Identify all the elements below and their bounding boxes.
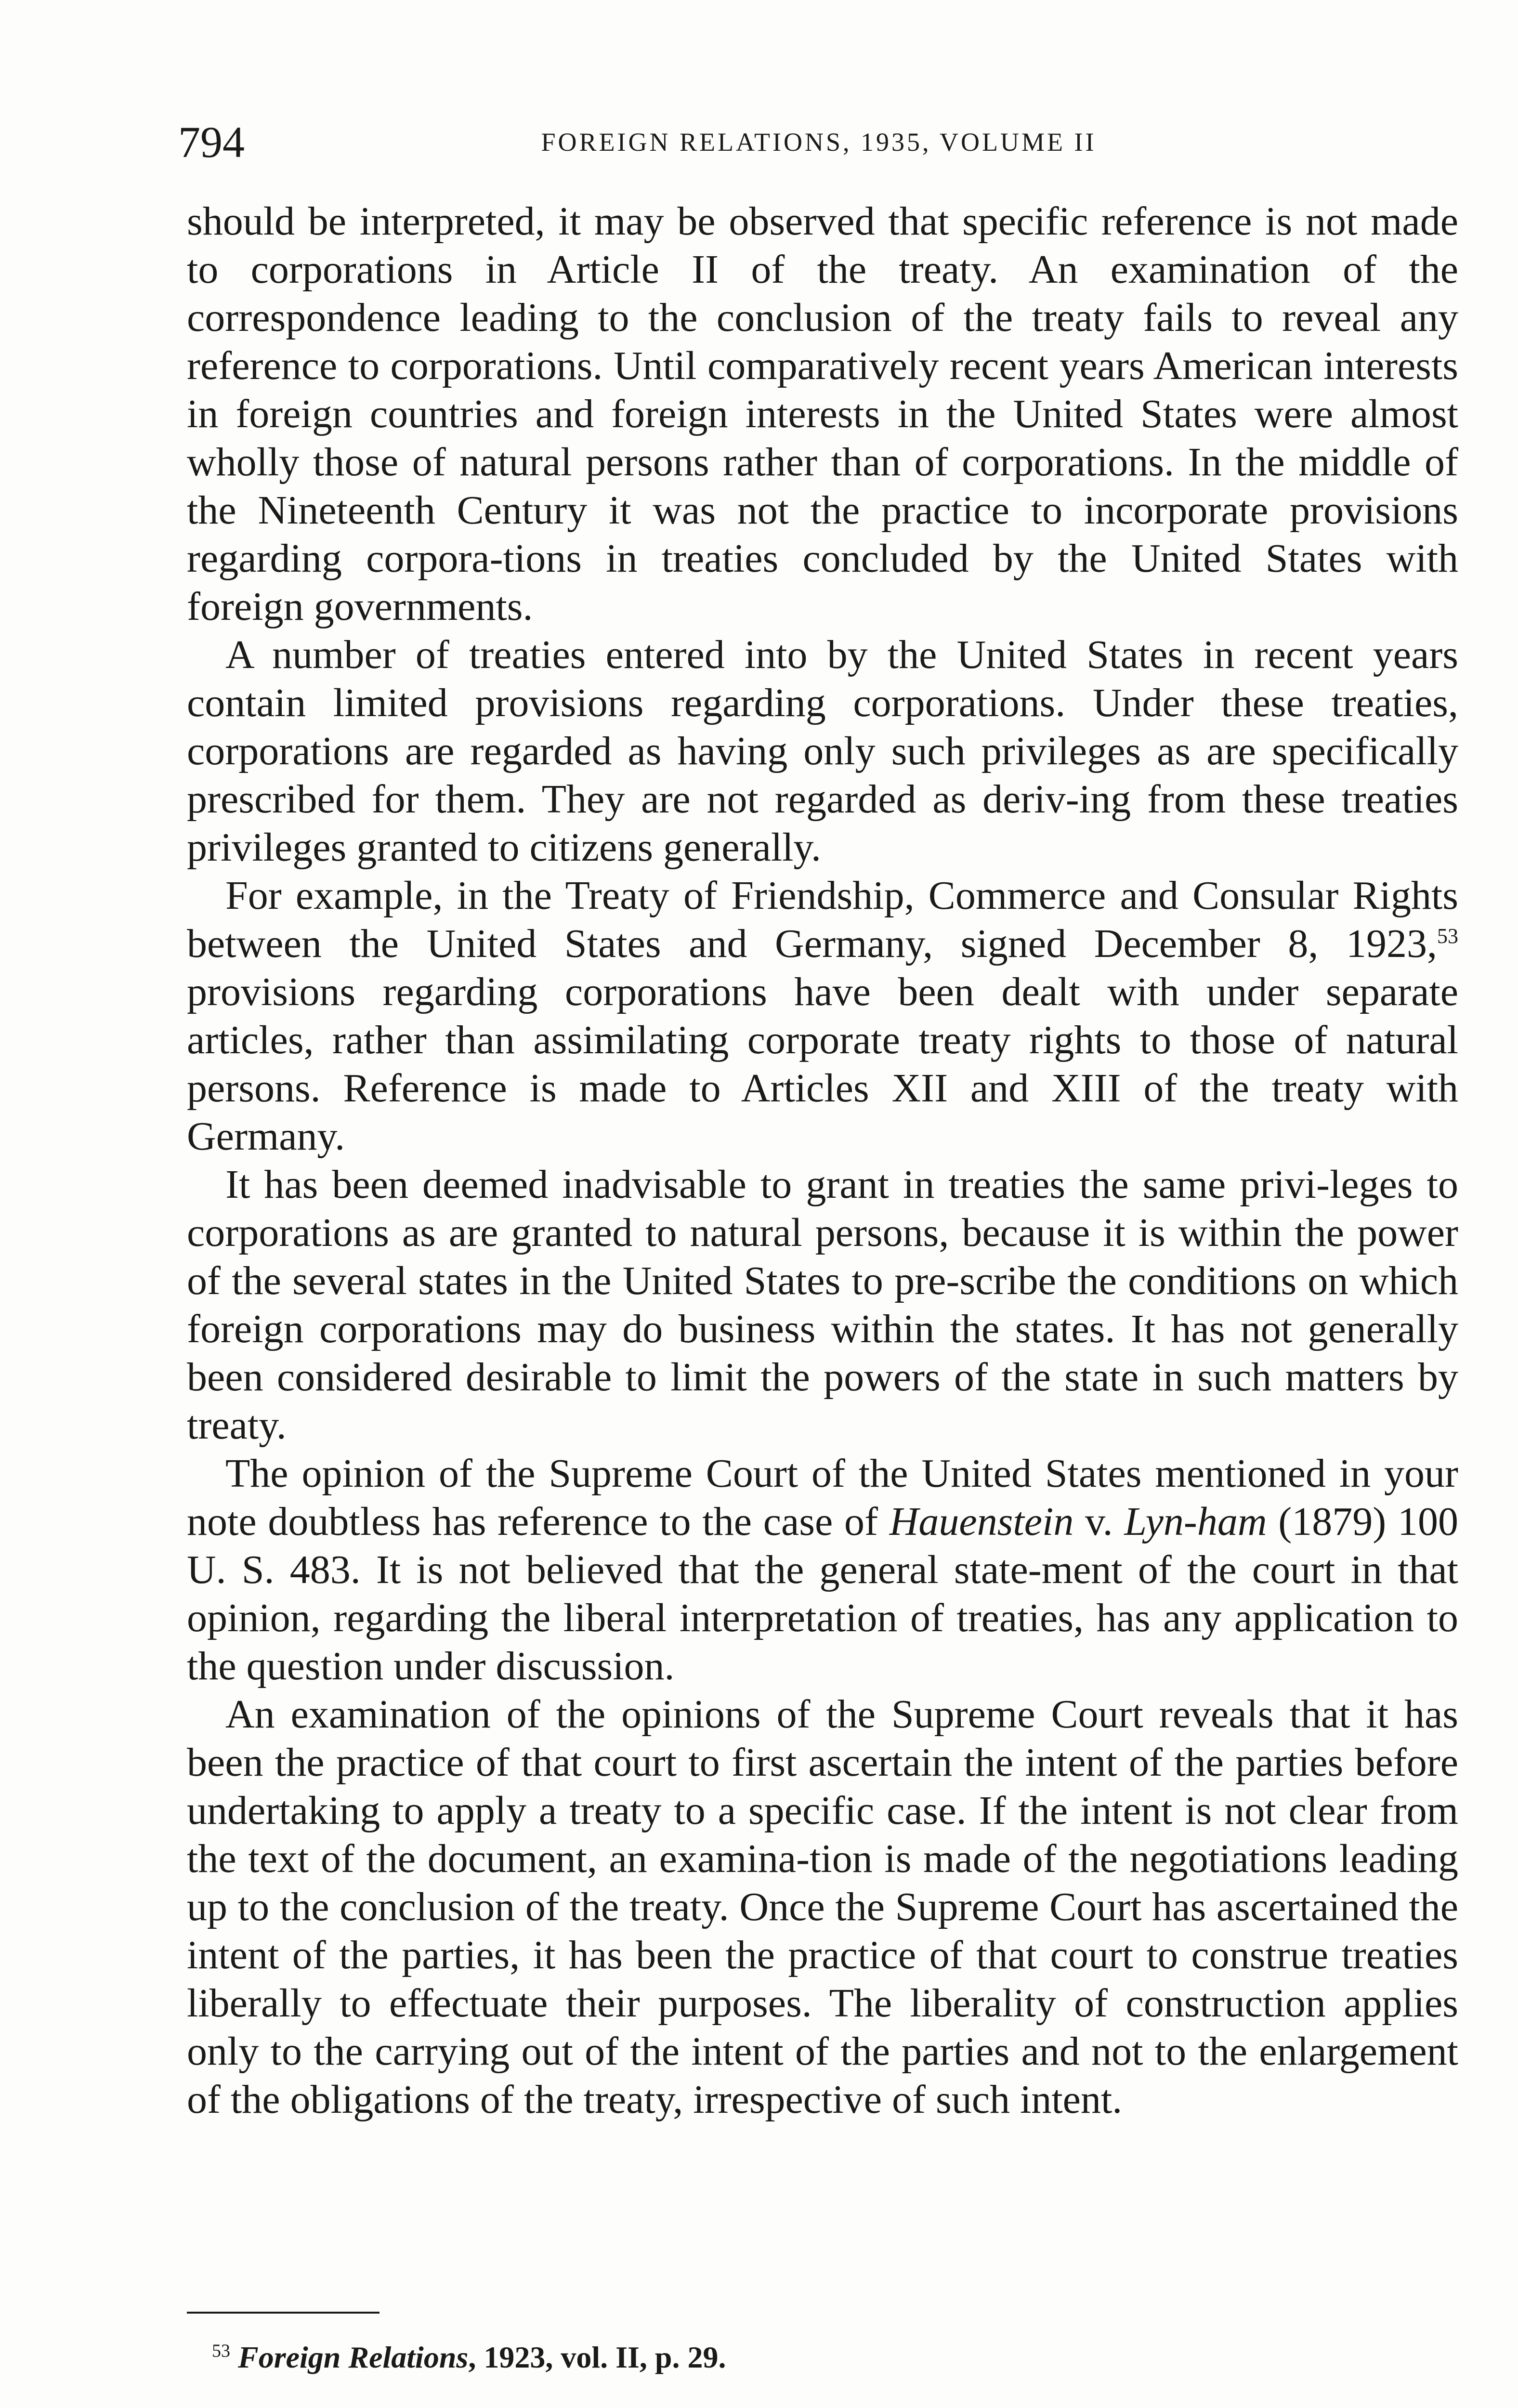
case-name-plaintiff: Hauenstein <box>889 1499 1074 1544</box>
paragraph-5-end: (1879) 100 U. S. 483. It is not believed that the general state-ment of the court in that opinion, regarding the liberal interpretation of treaties, has any application to the question under discussion. <box>187 1499 1458 1688</box>
footnote <box>212 2336 1416 2379</box>
case-versus: v. <box>1073 1499 1125 1544</box>
paragraph-2: A number of treaties entered into by the United States in recent years contain limited provisions regarding corporations. Under these treaties, corporations are regarded as having only such privileges as are specifically prescribed for them. They are not regarded as deriv-ing from these treaties privileges granted to citizens generally. <box>187 632 1458 870</box>
paragraph-3-end: provisions regarding corporations have been dealt with under separate articles, rather than assimilating corporate treaty rights to those of natural persons. Reference is made to Articles XII and XIII of the treaty with Germany. <box>187 969 1458 1159</box>
paragraph-5-start: The opinion of the Supreme Court of the United States mentioned in your note doubtless has reference to the case of <box>187 1451 1458 1544</box>
page-number: 794 <box>178 118 245 167</box>
footnote-marker: 53 <box>212 2341 230 2361</box>
paragraph-3-start: For example, in the Treaty of Friendship, Commerce and Consular Rights between the United States and Germany, signed December 8, 1923, <box>187 873 1458 966</box>
footnote-divider <box>187 2312 380 2314</box>
paragraph-1: should be interpreted, it may be observed that specific reference is not made to corporations in Article II of the treaty. An examination of the correspondence leading to the conclusion of the treaty fails to reveal any reference to corporations. Until comparatively recent years American interests in foreign countries and foreign interests in the United States were almost wholly those of natural persons rather than of corporations. In the middle of the Nineteenth Century it was not the practice to incorporate provisions regarding corpora-tions in treaties concluded by the United States with foreign governments. <box>187 199 1458 629</box>
paragraph-4: It has been deemed inadvisable to grant in treaties the same privi-leges to corporations as are granted to natural persons, because it is within the power of the several states in the United States to pre-scribe the conditions on which foreign corporations may do business within the states. It has not generally been considered desirable to limit the powers of the state in such matters by treaty. <box>187 1162 1458 1448</box>
running-head: FOREIGN RELATIONS, 1935, VOLUME II <box>541 128 1097 157</box>
case-name-defendant: Lyn-ham <box>1124 1499 1267 1544</box>
footnote-reference: 53 <box>1437 924 1458 948</box>
paragraph-5 <box>187 1450 1458 1690</box>
page-header <box>178 116 1459 169</box>
footnote-title: Foreign Relations <box>238 2340 469 2374</box>
body-text <box>187 197 1458 2124</box>
footnote-citation: , 1923, vol. II, p. 29. <box>468 2340 726 2374</box>
paragraph-3 <box>187 872 1458 1161</box>
paragraph-6: An examination of the opinions of the Supreme Court reveals that it has been the practice of that court to first ascertain the intent of the parties before undertaking to apply a treaty to a specific case. If the intent is not clear from the text of the document, an examina-tion is made of the negotiations leading up to the conclusion of the treaty. Once the Supreme Court has ascertained the intent of the parties, it has been the practice of that court to construe treaties liberally to effectuate their purposes. The liberality of construction applies only to the carrying out of the intent of the parties and not to the enlargement of the obligations of the treaty, irrespective of such intent. <box>187 1692 1458 2122</box>
